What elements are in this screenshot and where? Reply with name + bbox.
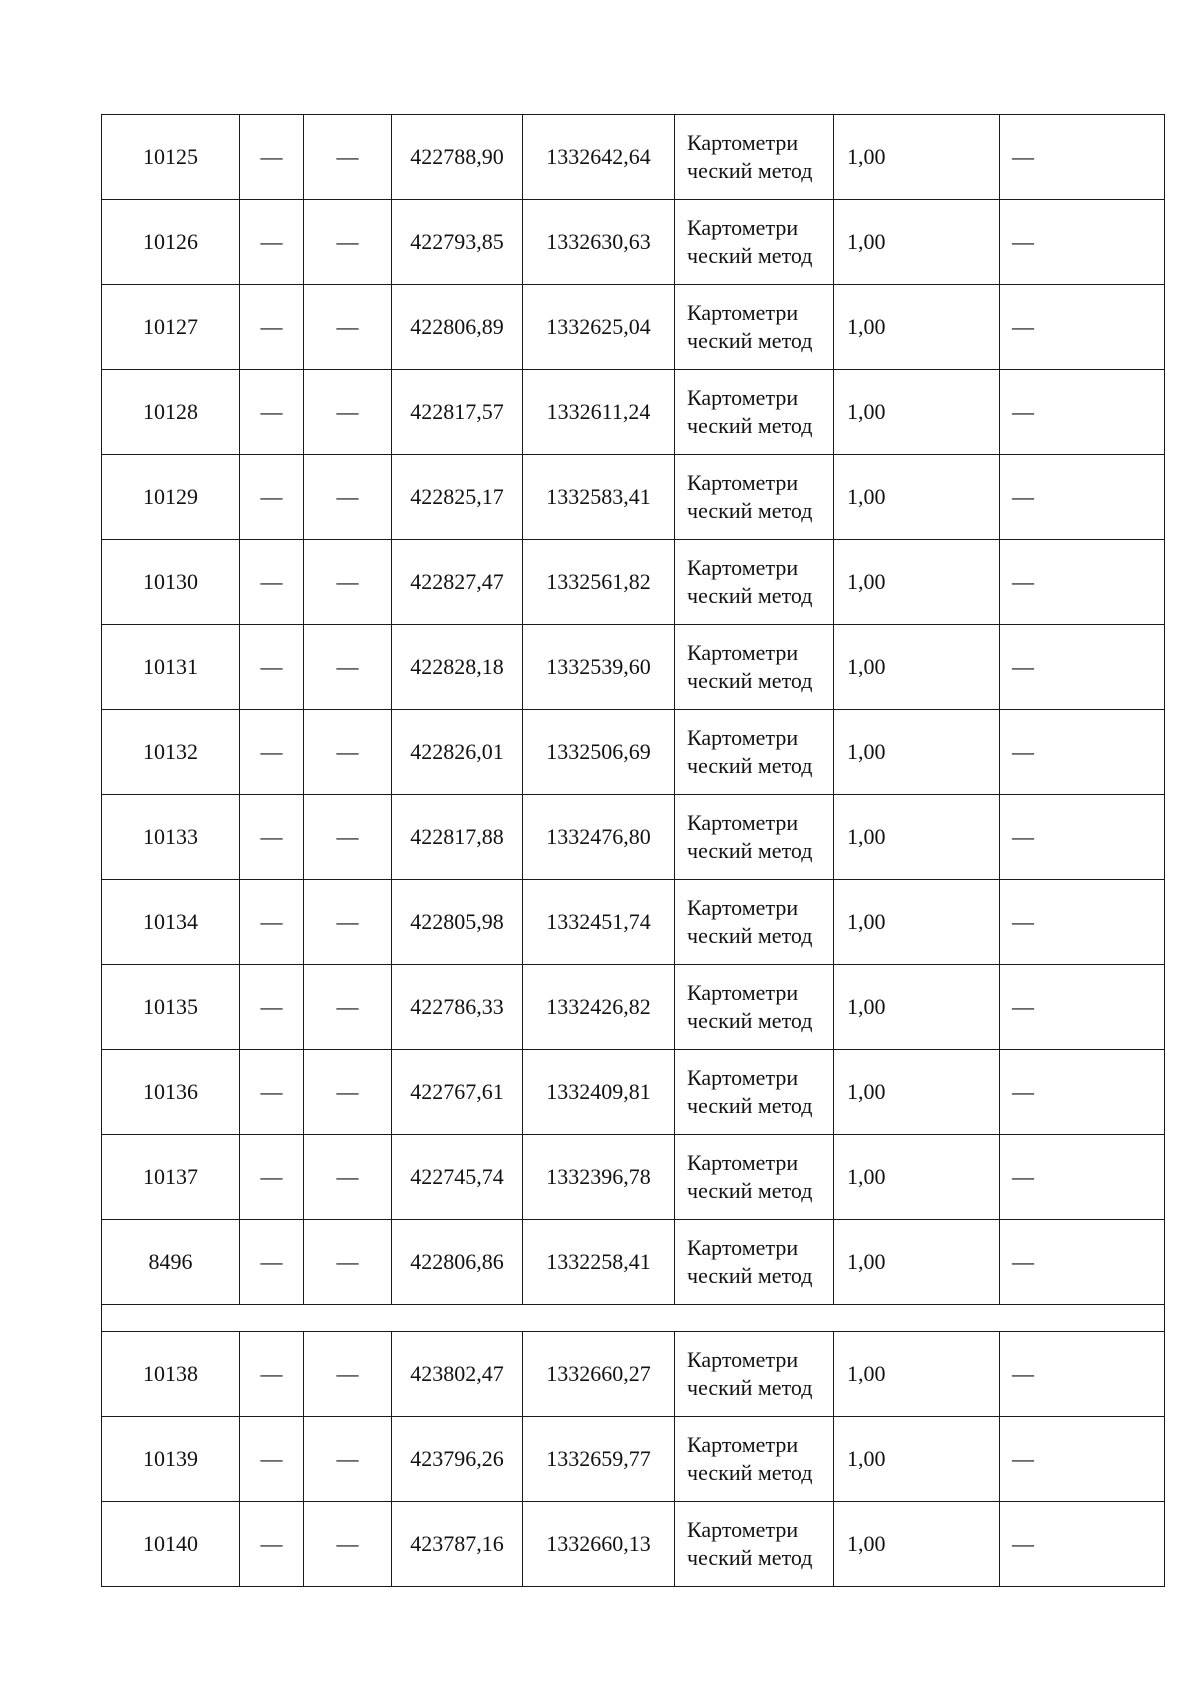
x-coordinate-cell: 423787,16 [392,1502,523,1587]
table-row [102,795,1165,880]
point-id-cell: 10134 [102,880,240,965]
accuracy-cell: 1,00 [834,115,1000,200]
y-coordinate-cell: 1332583,41 [523,455,675,540]
point-id-cell: 10136 [102,1050,240,1135]
empty-value-cell: — [304,1050,392,1135]
method-cell: Картометри ческий метод [675,115,834,200]
empty-value-cell: — [304,540,392,625]
y-coordinate-cell: 1332506,69 [523,710,675,795]
method-cell: Картометри ческий метод [675,1332,834,1417]
empty-value-cell: — [1000,285,1165,370]
empty-value-cell: — [304,115,392,200]
method-cell: Картометри ческий метод [675,370,834,455]
method-cell: Картометри ческий метод [675,1050,834,1135]
empty-value-cell: — [240,1135,304,1220]
empty-value-cell: — [304,200,392,285]
y-coordinate-cell: 1332630,63 [523,200,675,285]
empty-value-cell: — [1000,115,1165,200]
point-id-cell: 10133 [102,795,240,880]
table-row [102,965,1165,1050]
point-id-cell: 10128 [102,370,240,455]
accuracy-cell: 1,00 [834,1332,1000,1417]
empty-value-cell: — [304,455,392,540]
empty-value-cell: — [240,880,304,965]
empty-value-cell: — [304,710,392,795]
empty-value-cell: — [1000,1417,1165,1502]
accuracy-cell: 1,00 [834,1417,1000,1502]
empty-value-cell: — [304,370,392,455]
point-id-cell: 10138 [102,1332,240,1417]
empty-value-cell: — [240,795,304,880]
x-coordinate-cell: 422745,74 [392,1135,523,1220]
y-coordinate-cell: 1332611,24 [523,370,675,455]
method-cell: Картометри ческий метод [675,710,834,795]
empty-value-cell: — [240,200,304,285]
point-id-cell: 10127 [102,285,240,370]
x-coordinate-cell: 422788,90 [392,115,523,200]
y-coordinate-cell: 1332642,64 [523,115,675,200]
coordinates-table [101,114,1165,1587]
method-cell: Картометри ческий метод [675,1502,834,1587]
table-row [102,1502,1165,1587]
empty-value-cell: — [1000,540,1165,625]
section-separator-row [102,1305,1165,1332]
empty-value-cell: — [240,370,304,455]
x-coordinate-cell: 422786,33 [392,965,523,1050]
point-id-cell: 10135 [102,965,240,1050]
table-row [102,1220,1165,1305]
y-coordinate-cell: 1332660,27 [523,1332,675,1417]
empty-value-cell: — [304,625,392,710]
method-cell: Картометри ческий метод [675,880,834,965]
table-row [102,880,1165,965]
empty-value-cell: — [1000,710,1165,795]
point-id-cell: 10132 [102,710,240,795]
x-coordinate-cell: 422806,89 [392,285,523,370]
y-coordinate-cell: 1332539,60 [523,625,675,710]
empty-value-cell: — [304,1502,392,1587]
table-row [102,370,1165,455]
x-coordinate-cell: 422817,88 [392,795,523,880]
empty-value-cell: — [304,1135,392,1220]
empty-value-cell: — [304,795,392,880]
table-body [102,115,1165,1587]
empty-value-cell: — [1000,965,1165,1050]
empty-value-cell: — [240,1220,304,1305]
table-row [102,1332,1165,1417]
point-id-cell: 10137 [102,1135,240,1220]
empty-value-cell: — [1000,880,1165,965]
point-id-cell: 10125 [102,115,240,200]
empty-value-cell: — [240,965,304,1050]
empty-value-cell: — [240,540,304,625]
point-id-cell: 8496 [102,1220,240,1305]
x-coordinate-cell: 422827,47 [392,540,523,625]
empty-value-cell: — [1000,200,1165,285]
empty-value-cell: — [304,1220,392,1305]
empty-value-cell: — [1000,1220,1165,1305]
accuracy-cell: 1,00 [834,540,1000,625]
accuracy-cell: 1,00 [834,1220,1000,1305]
table-row [102,115,1165,200]
empty-value-cell: — [1000,1502,1165,1587]
empty-value-cell: — [240,285,304,370]
x-coordinate-cell: 422806,86 [392,1220,523,1305]
method-cell: Картометри ческий метод [675,285,834,370]
empty-value-cell: — [304,1332,392,1417]
accuracy-cell: 1,00 [834,710,1000,795]
accuracy-cell: 1,00 [834,285,1000,370]
x-coordinate-cell: 422825,17 [392,455,523,540]
accuracy-cell: 1,00 [834,200,1000,285]
accuracy-cell: 1,00 [834,1502,1000,1587]
accuracy-cell: 1,00 [834,455,1000,540]
method-cell: Картометри ческий метод [675,965,834,1050]
empty-value-cell: — [240,710,304,795]
section-separator-cell [102,1305,1165,1332]
empty-value-cell: — [240,1050,304,1135]
empty-value-cell: — [240,625,304,710]
y-coordinate-cell: 1332659,77 [523,1417,675,1502]
table-row [102,1417,1165,1502]
x-coordinate-cell: 422817,57 [392,370,523,455]
x-coordinate-cell: 422826,01 [392,710,523,795]
empty-value-cell: — [304,285,392,370]
empty-value-cell: — [1000,455,1165,540]
method-cell: Картометри ческий метод [675,1417,834,1502]
x-coordinate-cell: 422767,61 [392,1050,523,1135]
empty-value-cell: — [304,880,392,965]
point-id-cell: 10129 [102,455,240,540]
accuracy-cell: 1,00 [834,370,1000,455]
accuracy-cell: 1,00 [834,795,1000,880]
empty-value-cell: — [1000,1050,1165,1135]
method-cell: Картометри ческий метод [675,795,834,880]
empty-value-cell: — [240,1502,304,1587]
empty-value-cell: — [1000,795,1165,880]
table-row [102,1135,1165,1220]
empty-value-cell: — [240,1417,304,1502]
empty-value-cell: — [304,1417,392,1502]
method-cell: Картометри ческий метод [675,1135,834,1220]
method-cell: Картометри ческий метод [675,625,834,710]
point-id-cell: 10139 [102,1417,240,1502]
method-cell: Картометри ческий метод [675,200,834,285]
table-row [102,710,1165,795]
empty-value-cell: — [1000,370,1165,455]
y-coordinate-cell: 1332258,41 [523,1220,675,1305]
x-coordinate-cell: 422793,85 [392,200,523,285]
y-coordinate-cell: 1332625,04 [523,285,675,370]
method-cell: Картометри ческий метод [675,540,834,625]
empty-value-cell: — [304,965,392,1050]
point-id-cell: 10131 [102,625,240,710]
y-coordinate-cell: 1332660,13 [523,1502,675,1587]
empty-value-cell: — [1000,625,1165,710]
y-coordinate-cell: 1332426,82 [523,965,675,1050]
accuracy-cell: 1,00 [834,1135,1000,1220]
x-coordinate-cell: 422828,18 [392,625,523,710]
table-row [102,1050,1165,1135]
y-coordinate-cell: 1332396,78 [523,1135,675,1220]
accuracy-cell: 1,00 [834,1050,1000,1135]
accuracy-cell: 1,00 [834,880,1000,965]
accuracy-cell: 1,00 [834,965,1000,1050]
point-id-cell: 10126 [102,200,240,285]
x-coordinate-cell: 423802,47 [392,1332,523,1417]
table-row [102,285,1165,370]
accuracy-cell: 1,00 [834,625,1000,710]
x-coordinate-cell: 422805,98 [392,880,523,965]
empty-value-cell: — [1000,1332,1165,1417]
point-id-cell: 10140 [102,1502,240,1587]
y-coordinate-cell: 1332451,74 [523,880,675,965]
table-row [102,540,1165,625]
empty-value-cell: — [1000,1135,1165,1220]
x-coordinate-cell: 423796,26 [392,1417,523,1502]
y-coordinate-cell: 1332409,81 [523,1050,675,1135]
table-row [102,625,1165,710]
empty-value-cell: — [240,115,304,200]
empty-value-cell: — [240,1332,304,1417]
table-row [102,200,1165,285]
point-id-cell: 10130 [102,540,240,625]
table-row [102,455,1165,540]
method-cell: Картометри ческий метод [675,455,834,540]
y-coordinate-cell: 1332476,80 [523,795,675,880]
y-coordinate-cell: 1332561,82 [523,540,675,625]
method-cell: Картометри ческий метод [675,1220,834,1305]
empty-value-cell: — [240,455,304,540]
